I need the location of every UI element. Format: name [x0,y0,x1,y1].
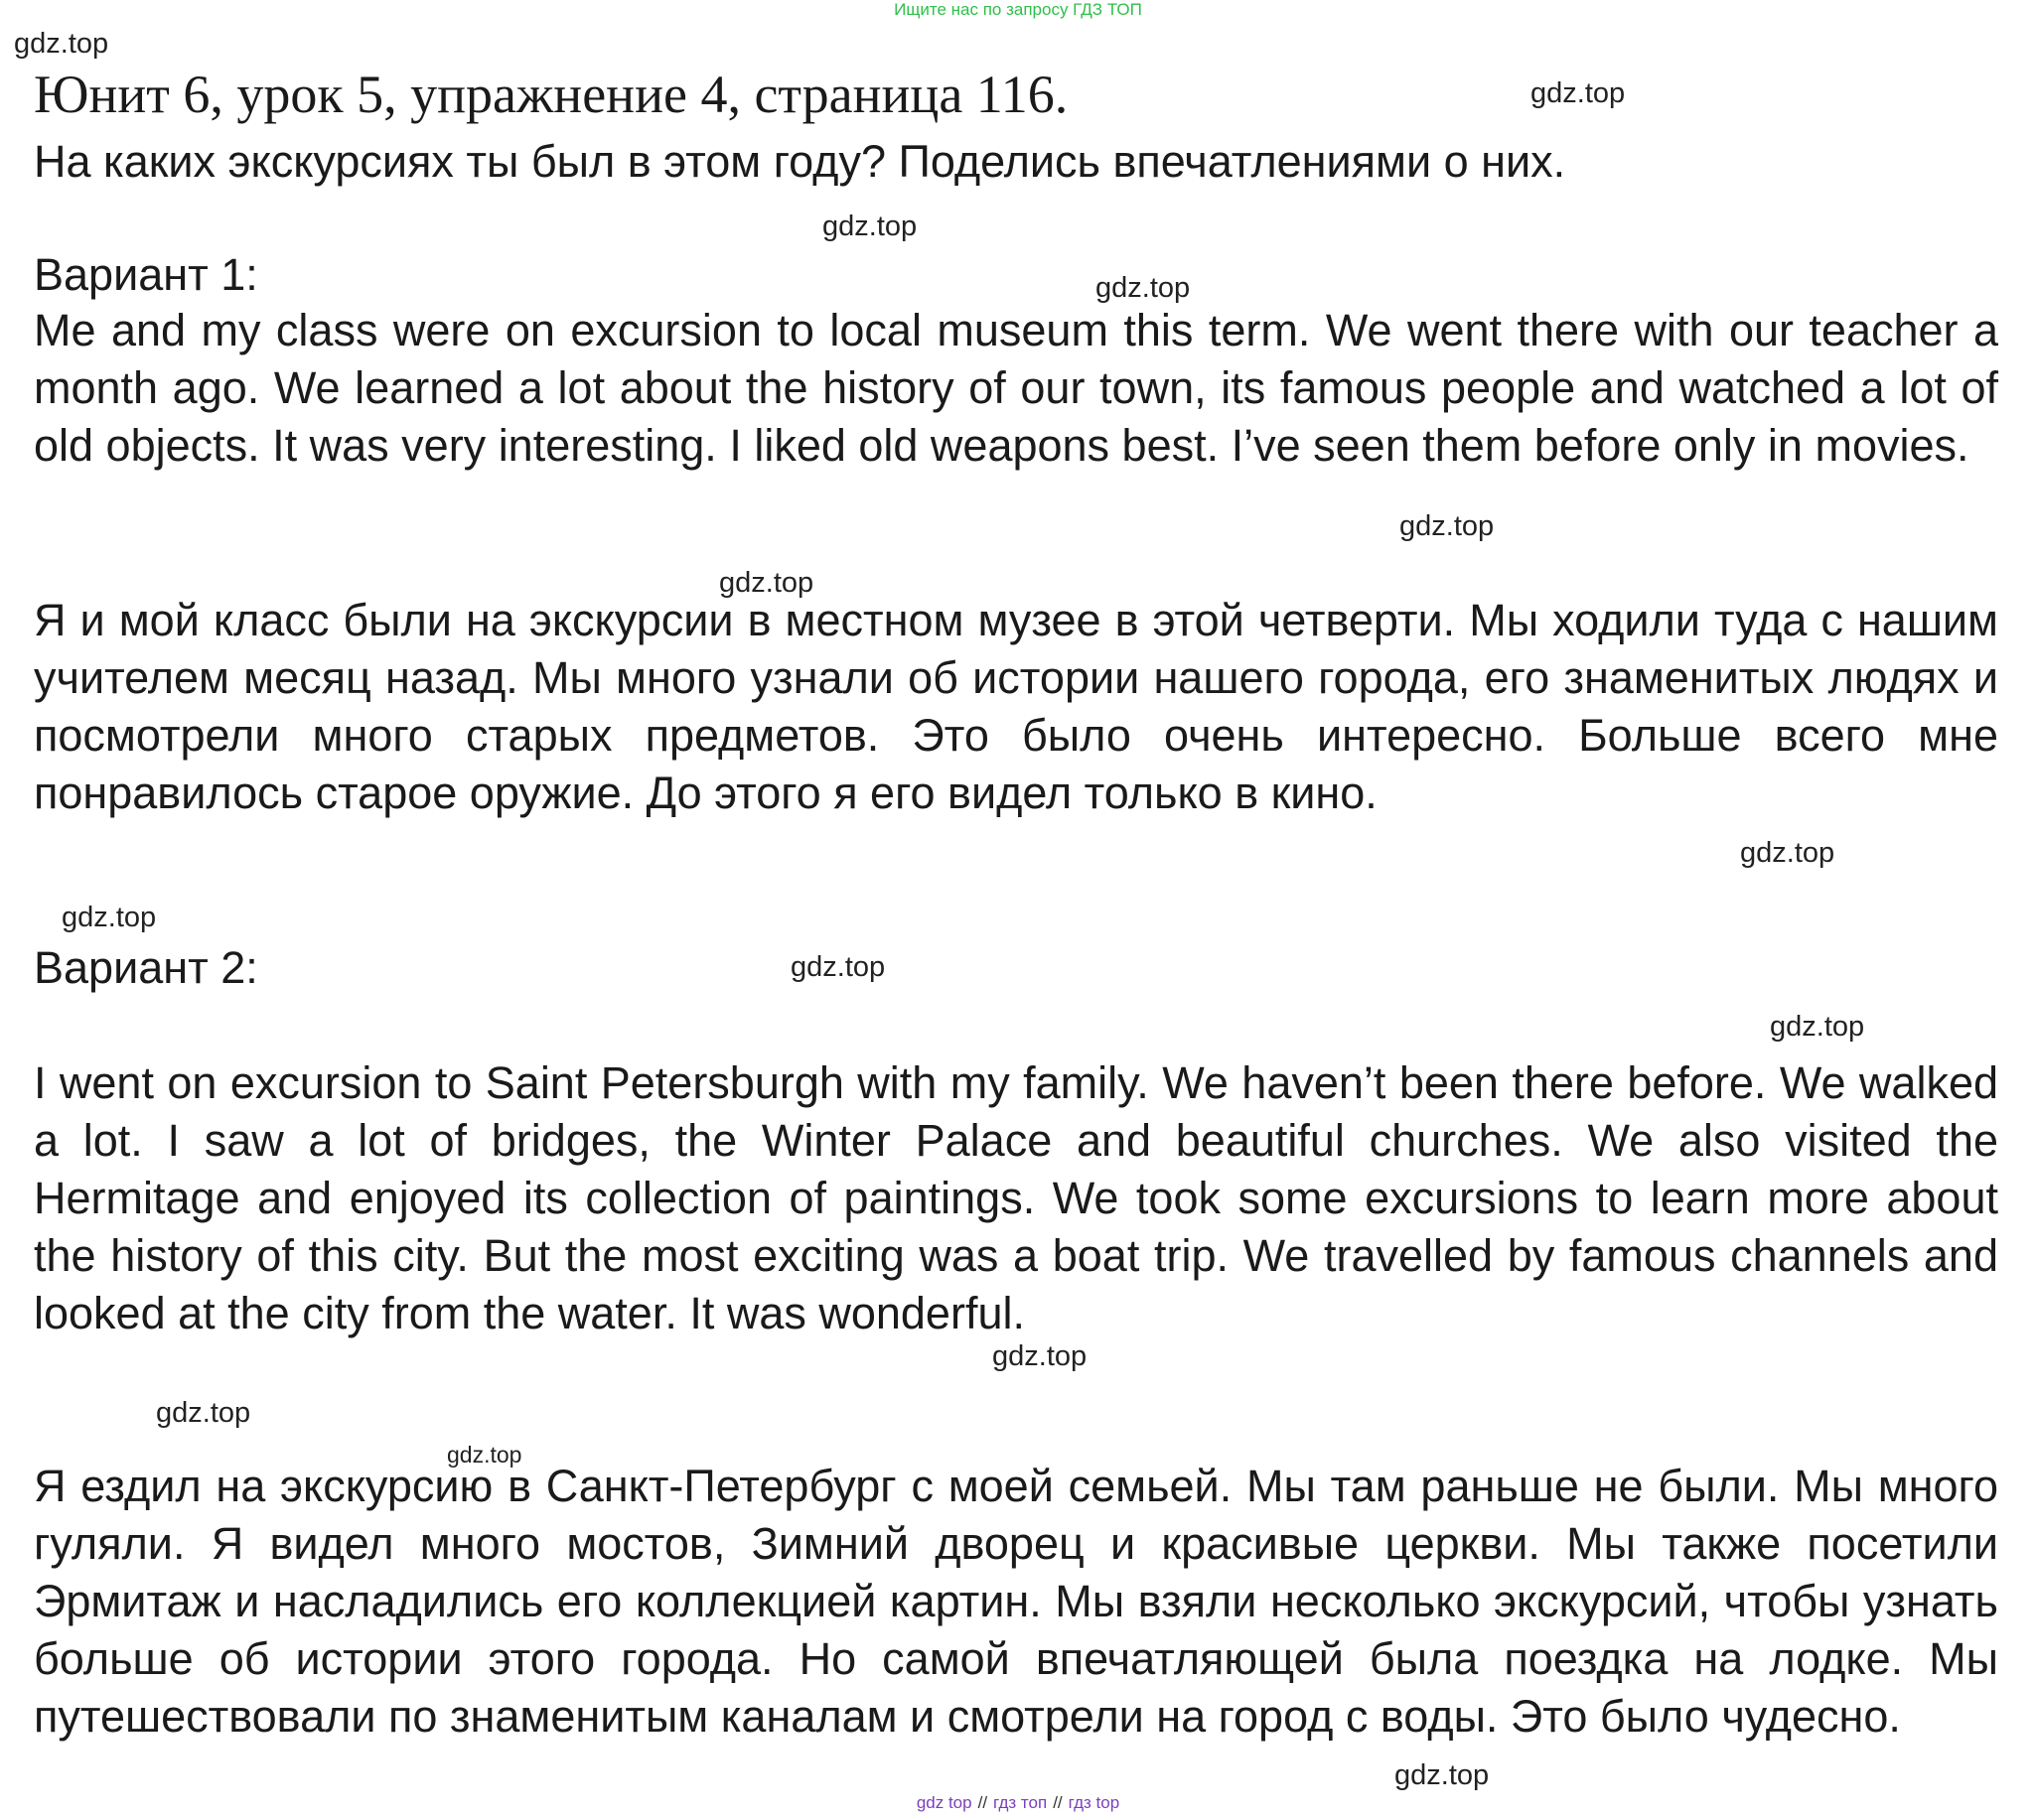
search-banner[interactable]: Ищите нас по запросу ГДЗ ТОП [894,0,1142,19]
watermark: gdz.top [719,567,814,599]
watermark: gdz.top [1770,1011,1865,1043]
watermark: gdz.top [1530,77,1626,109]
variant-2-russian: Я ездил на экскурсию в Санкт-Петербург с моей семьей. Мы там раньше не были. Мы много гуляли. Я видел много мостов, Зимний дворец и красивые церкви. Мы также посетили Эрмитаж и насладились его коллекцией картин. Мы взяли несколько экскурсий, чтобы узнать больше об истории этого города. Но самой впечатляющей была поездка на лодке. Мы путешествовали по знаменитым каналам и смотрели на город с воды. Это было чудесно. [34,1461,1998,1742]
footer-link-gdz-top-ru[interactable]: гдз топ [993,1793,1048,1812]
watermark: gdz.top [1095,272,1191,304]
watermark: gdz.top [1394,1759,1490,1791]
question-text: На каких экскурсиях ты был в этом году? Поделись впечатлениями о них. [34,136,1566,187]
footer-separator: // [1053,1793,1063,1812]
watermark: gdz.top [791,951,886,983]
footer-separator: // [977,1793,988,1812]
watermark: gdz.top [992,1340,1088,1372]
footer-link-gdz-top-mixed[interactable]: гдз top [1068,1793,1120,1812]
variant-1-english: Me and my class were on excursion to local museum this term. We went there with our teacher a month ago. We learned a lot about the history of our town, its famous people and watched a lot of old objects. It was very interesting. I liked old weapons best. I’ve seen them before only in movies. [34,305,1998,471]
watermark: gdz.top [1399,510,1495,542]
footer-link-gdz-top[interactable]: gdz top [916,1793,972,1812]
watermark: gdz.top [156,1397,251,1429]
variant-1-label: Вариант 1: [34,249,258,300]
variant-2-label: Вариант 2: [34,942,258,993]
watermark: gdz.top [14,28,109,60]
watermark: gdz.top [1740,837,1835,869]
watermark: gdz.top [447,1442,522,1468]
page-title: Юнит 6, урок 5, упражнение 4, страница 116. [34,65,1069,124]
watermark: gdz.top [62,902,157,933]
watermark: gdz.top [822,210,918,242]
footer-links [0,1793,2036,1813]
variant-1-russian: Я и мой класс были на экскурсии в местном музее в этой четверти. Мы ходили туда с нашим учителем месяц назад. Мы много узнали об истории нашего города, его знаменитых людях и посмотрели много старых предметов. Это было очень интересно. Больше всего мне понравилось старое оружие. До этого я его видел только в кино. [34,595,1998,818]
variant-2-english: I went on excursion to Saint Petersburgh with my family. We haven’t been there before. We walked a lot. I saw a lot of bridges, the Winter Palace and beautiful churches. We also visited the Hermitage and enjoyed its collection of paintings. We took some excursions to learn more about the history of this city. But the most exciting was a boat trip. We travelled by famous channels and looked at the city from the water. It was wonderful. [34,1057,1998,1338]
